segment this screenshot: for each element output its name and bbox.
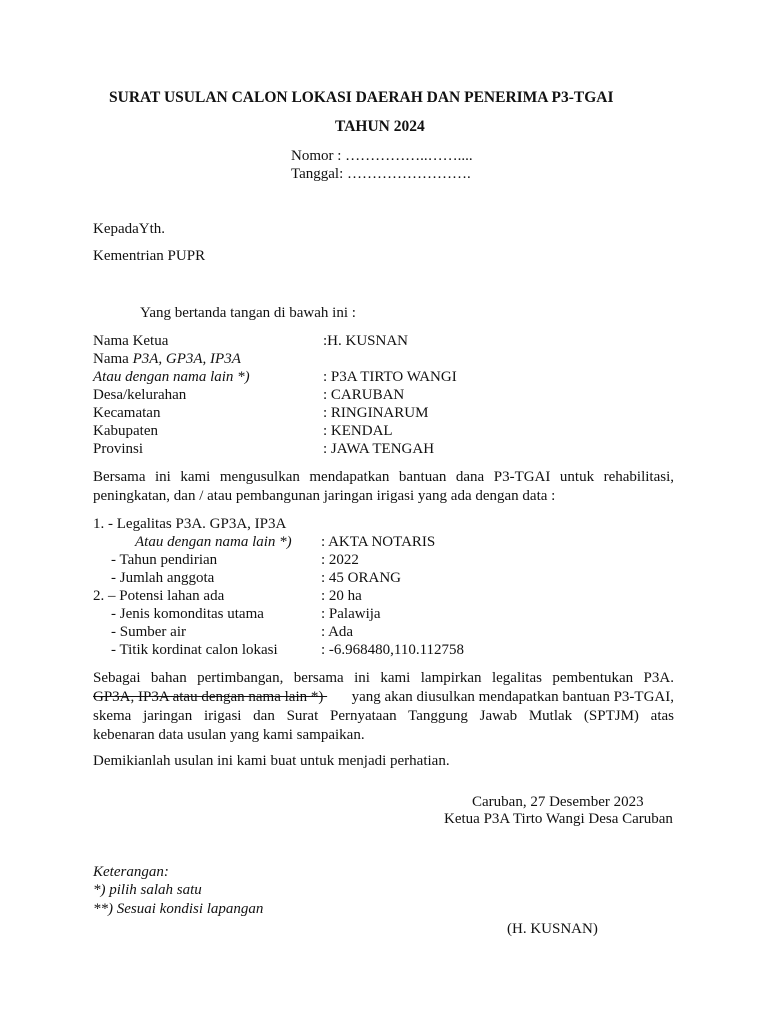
field-value: : CARUBAN bbox=[323, 387, 405, 403]
field-value: : RINGINARUM bbox=[323, 405, 429, 421]
salutation: KepadaYth. bbox=[93, 221, 166, 237]
signature-position: Ketua P3A Tirto Wangi Desa Caruban bbox=[444, 811, 673, 827]
field-label: - Tahun pendirian bbox=[111, 552, 218, 568]
field-value: : JAWA TENGAH bbox=[323, 441, 435, 457]
signature-place-date: Caruban, 27 Desember 2023 bbox=[472, 794, 644, 810]
recipient: Kementrian PUPR bbox=[93, 248, 206, 264]
field-value: : Ada bbox=[321, 624, 354, 640]
field-label-italic: P3A, GP3A, IP3A bbox=[132, 351, 241, 367]
field-label: Desa/kelurahan bbox=[93, 387, 187, 403]
field-label: Nama Ketua bbox=[93, 333, 169, 349]
closing-sentence: Demikianlah usulan ini kami buat untuk menjadi perhatian. bbox=[93, 753, 450, 769]
attachment-paragraph-line-2 bbox=[93, 688, 674, 706]
field-label: - Sumber air bbox=[111, 624, 186, 640]
intro-line: Yang bertanda tangan di bawah ini : bbox=[140, 305, 356, 321]
attachment-paragraph-line-3: skema jaringan irigasi dan Surat Pernyataan Tanggung Jawab Mutlak (SPTJM) atas bbox=[93, 708, 674, 724]
field-label: Kecamatan bbox=[93, 405, 161, 421]
field-label: Atau dengan nama lain *) bbox=[135, 534, 292, 550]
data-item-1: 1. - Legalitas P3A. GP3A, IP3A bbox=[93, 516, 287, 532]
field-value: :H. KUSNAN bbox=[323, 333, 409, 349]
field-label: Nama bbox=[93, 351, 133, 367]
notes-heading: Keterangan: bbox=[93, 864, 169, 880]
field-value: : P3A TIRTO WANGI bbox=[323, 369, 457, 385]
note-2: **) Sesuai kondisi lapangan bbox=[93, 901, 264, 917]
letter-title: SURAT USULAN CALON LOKASI DAERAH DAN PENERIMA P3-TGAI bbox=[109, 89, 614, 106]
field-label: - Jenis komonditas utama bbox=[111, 606, 264, 622]
field-value: : 20 ha bbox=[321, 588, 362, 604]
field-value: : 2022 bbox=[321, 552, 359, 568]
struck-text: GP3A, IP3A atau dengan nama lain *) bbox=[93, 689, 328, 705]
field-value: : Palawija bbox=[321, 606, 381, 622]
tanggal-line: Tanggal: ……………………. bbox=[291, 166, 471, 182]
field-value: : KENDAL bbox=[323, 423, 393, 439]
nomor-line: Nomor : ……………..…….... bbox=[291, 148, 473, 164]
field-label: Kabupaten bbox=[93, 423, 158, 439]
field-label: 2. – Potensi lahan ada bbox=[93, 588, 225, 604]
proposal-paragraph-line-2: peningkatan, dan / atau pembangunan jaringan irigasi yang ada dengan data : bbox=[93, 488, 556, 504]
field-value: : -6.968480,110.112758 bbox=[321, 642, 465, 658]
attachment-paragraph-line-1: Sebagai bahan pertimbangan, bersama ini kami lampirkan legalitas pembentukan P3A. bbox=[93, 670, 674, 686]
field-value: : AKTA NOTARIS bbox=[321, 534, 436, 550]
attachment-paragraph-line-4: kebenaran data usulan yang kami sampaikan. bbox=[93, 727, 365, 743]
signature-name: (H. KUSNAN) bbox=[507, 921, 598, 937]
field-label: - Jumlah anggota bbox=[111, 570, 215, 586]
field-label: - Titik kordinat calon lokasi bbox=[111, 642, 278, 658]
field-label: Provinsi bbox=[93, 441, 144, 457]
proposal-paragraph-line-1: Bersama ini kami mengusulkan mendapatkan bantuan dana P3-TGAI untuk rehabilitasi, bbox=[93, 469, 674, 485]
letter-year: TAHUN 2024 bbox=[335, 118, 425, 135]
field-label: Atau dengan nama lain *) bbox=[93, 369, 250, 385]
field-value: : 45 ORANG bbox=[321, 570, 402, 586]
note-1: *) pilih salah satu bbox=[93, 882, 202, 898]
paragraph-text: yang akan diusulkan mendapatkan bantuan P3-TGAI, bbox=[351, 689, 674, 705]
